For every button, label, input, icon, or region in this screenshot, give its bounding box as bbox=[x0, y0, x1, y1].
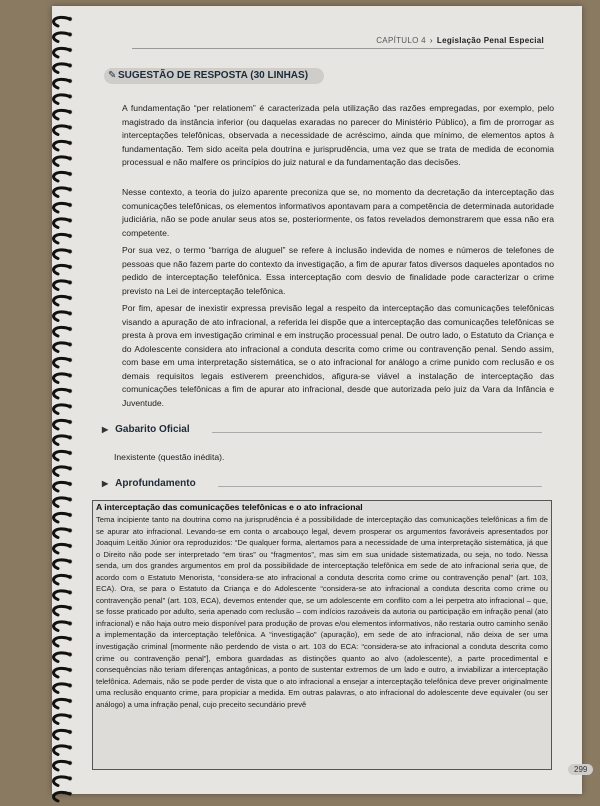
spiral-coil bbox=[54, 653, 70, 662]
header-divider bbox=[132, 48, 544, 49]
spiral-coil bbox=[54, 436, 70, 445]
spiral-coil bbox=[54, 730, 70, 739]
spiral-coil bbox=[54, 343, 70, 352]
spiral-coil bbox=[54, 17, 70, 26]
book-page bbox=[52, 6, 588, 794]
spiral-coil bbox=[54, 157, 70, 166]
spiral-coil bbox=[54, 79, 70, 88]
spiral-coil bbox=[54, 95, 70, 104]
spiral-coil bbox=[54, 513, 70, 522]
chapter-header bbox=[376, 36, 544, 45]
spiral-coil bbox=[54, 606, 70, 615]
suggestion-title: SUGESTÃO DE RESPOSTA (30 LINHAS) bbox=[118, 70, 309, 81]
spiral-coil bbox=[54, 622, 70, 631]
gabarito-divider bbox=[212, 432, 542, 433]
spiral-coil bbox=[54, 141, 70, 150]
triangle-right-icon: ▶ bbox=[102, 479, 109, 488]
spiral-coil bbox=[54, 591, 70, 600]
gabarito-text: Inexistente (questão inédita). bbox=[114, 452, 225, 462]
spiral-coil bbox=[54, 172, 70, 181]
spiral-coil bbox=[54, 575, 70, 584]
gabarito-heading bbox=[102, 424, 190, 435]
gabarito-title: Gabarito Oficial bbox=[115, 424, 190, 435]
spiral-coil bbox=[54, 281, 70, 290]
spiral-coil bbox=[54, 529, 70, 538]
spiral-coil bbox=[54, 219, 70, 228]
spiral-coil bbox=[54, 64, 70, 73]
answer-paragraph-1: A fundamentação “per relationem” é caracterizada pela utilização das razões empregadas, por exemplo, pelo magistrado da instância inferior (ou daquelas exaradas no parecer do Ministério Público), a fim de prorrogar as interceptações telefônicas, observada a necessidade de acréscimo, ainda que mínimo, de elementos aptos à fundamentação. Tem sido aceita pela doutrina e jurisprudência, uma vez que se trata de medida de economia processual e não malfere os princípios do juiz natural e da fundamentação das decisões. bbox=[122, 103, 554, 167]
chapter-title: Legislação Penal Especial bbox=[436, 36, 544, 45]
answer-paragraph-2: Nesse contexto, a teoria do juízo aparente preconiza que se, no momento da decretação da interceptação das comunicações telefônicas, os elementos informativos apontavam para a competência de determinada autoridade judiciária, não se pode anular seus atos se, posteriormente, os fatos revelados demonstrarem que essa não era competente. bbox=[122, 187, 554, 238]
spiral-coil bbox=[54, 234, 70, 243]
spiral-coil bbox=[54, 296, 70, 305]
spiral-coil bbox=[54, 33, 70, 42]
spiral-coil bbox=[54, 684, 70, 693]
spiral-coil bbox=[54, 668, 70, 677]
spiral-coil bbox=[54, 777, 70, 786]
spiral-coil bbox=[54, 374, 70, 383]
answer-paragraph-3: Por sua vez, o termo “barriga de aluguel” se refere à inclusão indevida de nomes e números de telefones de pessoas que não fazem parte do contexto da investigação, a fim de apurar fatos diversos daqueles apontados no pedido de interceptação telefônica. Essa interceptação com desvio de finalidade pode caracterizar o crime previsto na Lei de interceptação telefônica. bbox=[122, 245, 554, 296]
spiral-coil bbox=[54, 250, 70, 259]
spiral-coil bbox=[54, 544, 70, 553]
aprofundamento-text: Tema incipiente tanto na doutrina como na jurisprudência é a possibilidade de interceptação das comunicações telefônicas a fim de se apurar ato infracional. Levando-se em conta o arcabouço legal, devem prosperar os argumentos favoráveis apresentados por Joaquim Leitão Júnior ora reproduzidos: “De qualquer forma, alertamos para a necessidade de uma interpretação sistemática, já que o Direito não pode ser interpretado “em tiras” ou “fragmentos”, mas sim em sua unidade sistematizada, ou seja, no todo. Nessa senda, um dos grandes argumentos em prol da possibilidade de interceptação telefônica em sede de ato infracional seria que, de acordo com o Estatuto Menorista, “considera-se ato infracional a conduta descrita como crime ou contravenção penal” (art. 103, ECA). Ora, se para o Estatuto da Criança e do Adolescente “considera-se ato infracional a conduta descrita como crime ou contravenção penal” (art. 103, ECA), devemos entender que, se um adolescente em conflito com a lei perpetra ato infracional – que, se fosse praticado por adulto, seria apenado com reclusão – com indícios razoáveis da autoria ou participação em infração penal (ato infracional) e não haja outro meio disponível para produção de provas e/ou elementos informativos, não restaria outro caminho senão a implementação da interceptação telefônica. A “investigação” (apuração), em sede de ato infracional, não deixa de ser uma investigação criminal [mormente não perdendo de vista o art. 103 do ECA: “considera-se ato infracional a conduta descrita como crime ou contravenção penal”], embora guardadas as distinções quanto ao alvo (adolescente), a parte procedimental e consequências não teriam diferenças antagônicas, a ponto de sustentar extremos de um lado e outro, a inviabilizar a interceptação telefônica. Ademais, não se pode perder de vista que o ato infracional a ensejar a interceptação telefônica deve prever originalmente uma reclusão enquanto crime, para propiciar a medida. Em outras palavras, o ato infracional do adolescente deve equivaler (ou ser análogo) a uma infração penal, cujo preceito secundário prevê bbox=[96, 515, 548, 709]
spiral-coil bbox=[54, 451, 70, 460]
spiral-coil bbox=[54, 699, 70, 708]
spiral-coil bbox=[54, 792, 70, 801]
aprofundamento-heading bbox=[102, 478, 196, 489]
chapter-label: CAPÍTULO 4 bbox=[376, 36, 426, 45]
spiral-coil bbox=[54, 715, 70, 724]
spiral-coil bbox=[54, 203, 70, 212]
aprofundamento-box-title: A interceptação das comunicações telefônicas e o ato infracional bbox=[96, 502, 363, 512]
spiral-coil bbox=[54, 48, 70, 57]
spiral-coil bbox=[54, 761, 70, 770]
spiral-coil bbox=[54, 188, 70, 197]
spiral-coil bbox=[54, 420, 70, 429]
chevron-right-icon: › bbox=[429, 36, 433, 45]
spiral-coil bbox=[54, 498, 70, 507]
spiral-coil bbox=[54, 327, 70, 336]
triangle-right-icon: ▶ bbox=[102, 425, 109, 434]
spiral-coil bbox=[54, 389, 70, 398]
spiral-coil bbox=[54, 265, 70, 274]
spiral-coil bbox=[54, 467, 70, 476]
spiral-coil bbox=[54, 637, 70, 646]
spiral-coil bbox=[54, 126, 70, 135]
spiral-coil bbox=[54, 358, 70, 367]
spiral-coil bbox=[54, 110, 70, 119]
aprofundamento-divider bbox=[218, 486, 542, 487]
spiral-coil bbox=[54, 405, 70, 414]
page-number: 299 bbox=[568, 764, 593, 775]
spiral-coil bbox=[54, 312, 70, 321]
spiral-coil bbox=[54, 746, 70, 755]
spiral-coil bbox=[54, 482, 70, 491]
pencil-icon: ✎ bbox=[108, 70, 117, 81]
aprofundamento-title: Aprofundamento bbox=[115, 478, 196, 489]
spiral-coil bbox=[54, 560, 70, 569]
answer-paragraph-4: Por fim, apesar de inexistir expressa previsão legal a respeito da interceptação das comunicações telefônicas visando a apuração de ato infracional, a referida lei dispõe que a interceptação das comunicações telefônicas se presta à prova em investigação criminal e em instrução processual penal. De outro lado, o Estatuto da Criança e do Adolescente considera ato infracional a conduta descrita como crime ou contravenção penal. Sendo assim, com base em uma interpretação sistemática, se o ato infracional for análogo a crime punido com reclusão e os demais requisitos legais estiverem preenchidos, afigura-se viável a instalação de interceptação das comunicações telefônicas a fim de apurar ato infracional, desde que autorizada pelo juiz da Vara da Infância e Juventude. bbox=[122, 303, 554, 408]
